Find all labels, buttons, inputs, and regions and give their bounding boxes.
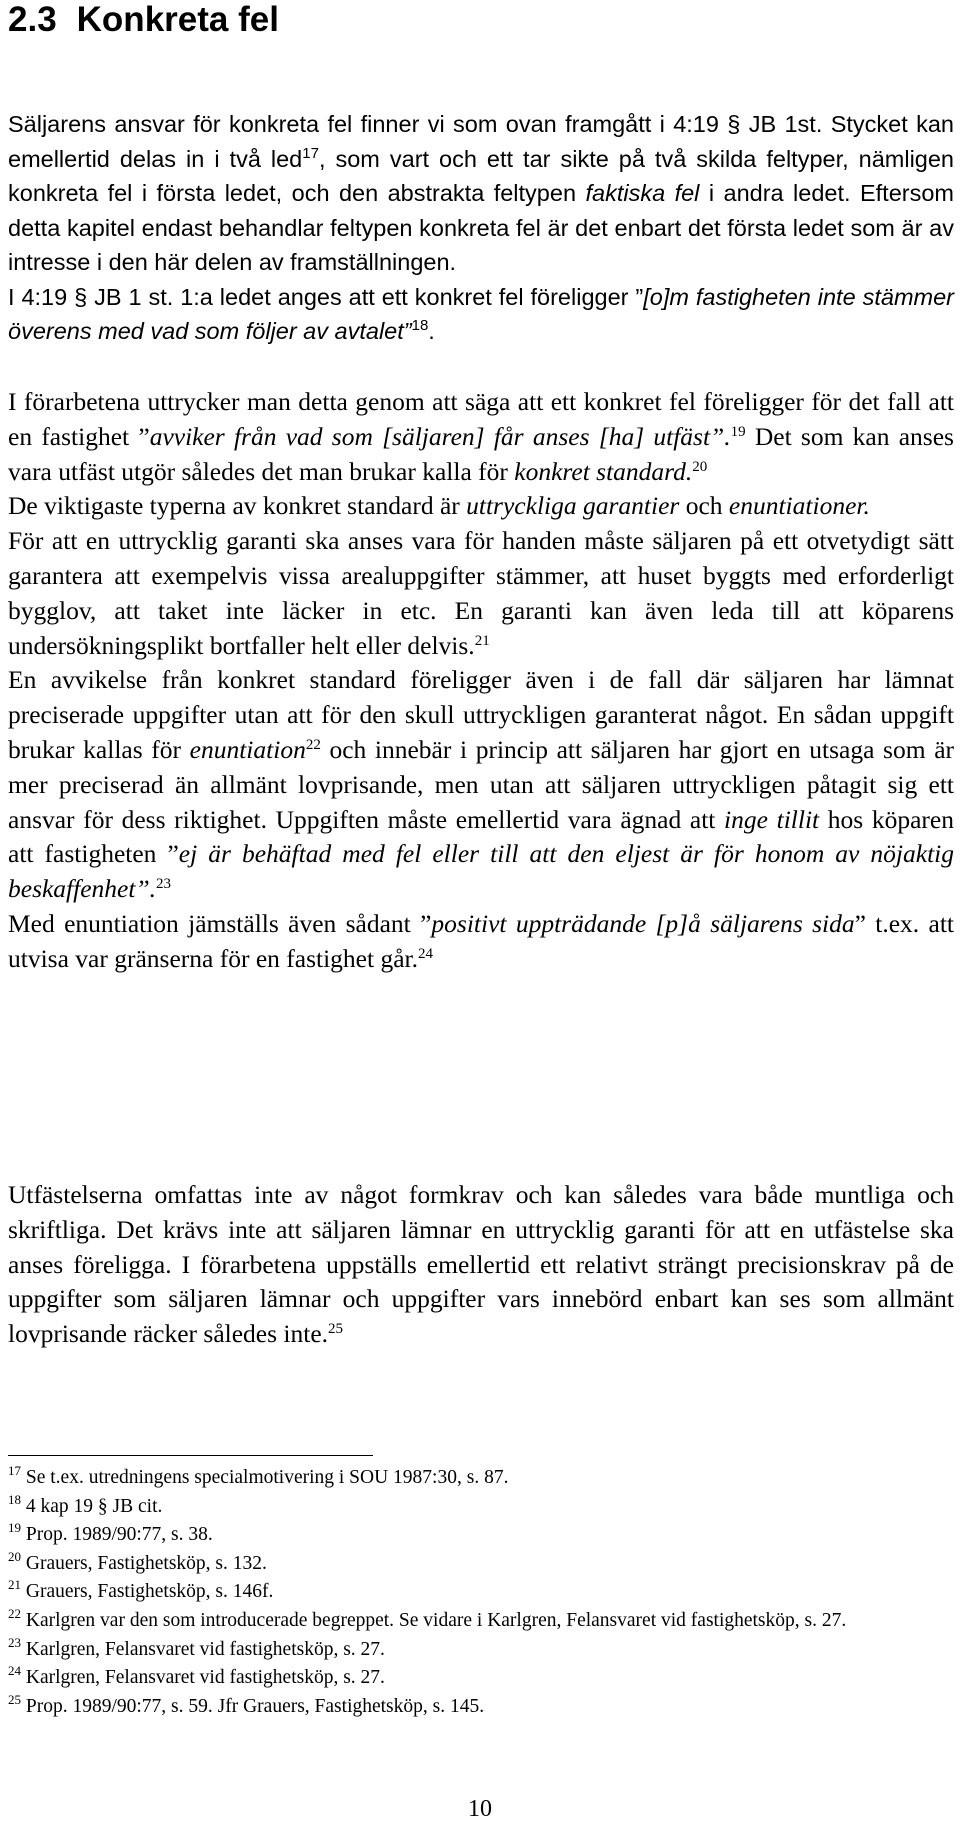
footnote-ref-21: 21: [474, 632, 490, 649]
quote: avviker från vad som [säljaren] får anses [ha] utfäst: [149, 421, 711, 451]
footnote-21: [8, 1578, 948, 1607]
footnote-24: [8, 1664, 948, 1693]
text: Utfästelserna omfattas inte av något formkrav och kan således vara både muntliga och skriftliga. Det krävs inte att säljaren lämnar en uttrycklig garanti för att en utfästelse ska anses föreligga. I förarbetena uppställs emellertid ett relativt strängt precisionskrav på de uppgifter som säljaren lämnar och uppgifter vars innebörd enbart kan ses som allmänt lovprisande räcker således inte.: [8, 1180, 954, 1349]
emphasis: inge tillit: [724, 804, 820, 834]
footnote-22: [8, 1607, 948, 1636]
footnote-19: [8, 1521, 948, 1550]
footnote-text: Prop. 1989/90:77, s. 38.: [21, 1524, 213, 1546]
emphasis: enuntiation: [189, 734, 306, 764]
paragraph-6: [8, 663, 954, 907]
text: , som vart och ett tar sikte på två skilda feltyper, nämligen konkreta fel i första ledet, och den abstrakta feltypen: [8, 145, 954, 206]
footnote-ref-23: 23: [156, 876, 172, 893]
footnote-ref-18: 18: [411, 317, 429, 334]
footnote-ref-22: 22: [305, 736, 321, 753]
closing-block: [8, 1178, 954, 1352]
paragraph-1: [8, 107, 954, 280]
footnote-text: Grauers, Fastighetsköp, s. 132.: [21, 1552, 267, 1574]
emphasis: uttryckliga garantier: [466, 491, 680, 521]
paragraph-2: [8, 280, 954, 349]
text: hos köparen att fastigheten ”: [8, 804, 954, 869]
section-title: Konkreta fel: [76, 0, 279, 39]
quote-mark: ”.: [135, 874, 157, 904]
paragraph-3: [8, 385, 954, 489]
footnote-number: 20: [8, 1548, 21, 1564]
paragraph-4: [8, 489, 954, 524]
footnote-number: 21: [8, 1577, 21, 1593]
emphasis: konkret standard.: [514, 456, 693, 486]
footnote-17: [8, 1464, 948, 1493]
text: En avvikelse från konkret standard föreligger även i de fall där säljaren har lämnat preciserade uppgifter utan att för den skull uttryckligen garanterat något. En sådan uppgift brukar kallas för: [8, 665, 954, 764]
text: De viktigaste typerna av konkret standard är: [8, 491, 467, 521]
footnote-text: Karlgren, Felansvaret vid fastighetsköp, s. 27.: [21, 1667, 385, 1689]
emphasis: enuntiationer.: [728, 491, 870, 521]
section-number: 2.3: [8, 0, 57, 39]
footnote-ref-25: 25: [328, 1321, 344, 1338]
footnote-number: 25: [8, 1691, 21, 1707]
text: I förarbetena uttrycker man detta genom att säga att ett konkret fel föreligger för det fall att en fastighet ”: [8, 387, 954, 451]
text: och innebär i princip att säljaren har gjort en utsaga som är mer preciserad än allmänt lovprisande, men utan att säljaren uttryckligen påtagit sig ett ansvar för dess riktighet. Uppgiften måste emellertid vara ägnad att: [8, 734, 955, 834]
footnote-number: 17: [8, 1463, 21, 1478]
footnote-ref-17: 17: [302, 144, 319, 162]
paragraph-5: [8, 524, 954, 663]
footnote-divider: [8, 1455, 373, 1456]
intro-block: [8, 107, 954, 349]
footnote-text: Grauers, Fastighetsköp, s. 146f.: [21, 1581, 274, 1603]
footnote-ref-19: 19: [730, 423, 746, 440]
text: i andra ledet. Eftersom detta kapitel endast behandlar feltypen konkreta fel är det enbart det första ledet som är av intresse i den här delen av framställningen.: [8, 180, 955, 275]
text: Säljarens ansvar för konkreta fel finner vi som ovan framgått i 4:19 § JB 1st. Stycket kan emellertid delas in i två led: [8, 111, 954, 172]
footnote-text: Se t.ex. utredningens specialmotivering i SOU 1987:30, s. 87.: [21, 1467, 509, 1488]
footnotes: [8, 1464, 948, 1721]
footnote-number: 18: [8, 1491, 21, 1507]
footnote-number: 23: [8, 1634, 21, 1650]
quote: ej är behäftad med fel eller till att den eljest är för honom av nöjaktig beskaffenhet: [8, 839, 954, 904]
emphasis: faktiska fel: [585, 180, 700, 206]
footnote-number: 24: [8, 1663, 21, 1679]
text: .: [428, 318, 435, 344]
footnote-text: 4 kap 19 § JB cit.: [21, 1495, 163, 1517]
footnote-text: Karlgren var den som introducerade begreppet. Se vidare i Karlgren, Felansvaret vid fastighetsköp, s. 27.: [21, 1609, 847, 1631]
footnote-text: Prop. 1989/90:77, s. 59. Jfr Grauers, Fastighetsköp, s. 145.: [21, 1695, 485, 1717]
text: I 4:19 § JB 1 st. 1:a ledet anges att ett konkret fel föreligger ”: [8, 283, 644, 310]
text: Det som kan anses vara utfäst utgör således det man brukar kalla för: [8, 421, 954, 486]
footnote-text: Karlgren, Felansvaret vid fastighetsköp, s. 27.: [21, 1638, 385, 1660]
footnote-18: [8, 1493, 948, 1522]
footnote-ref-20: 20: [692, 458, 708, 475]
footnote-number: 22: [8, 1605, 21, 1621]
text: ” t.ex. att utvisa var gränserna för en fastighet går.: [8, 908, 954, 973]
footnote-ref-24: 24: [417, 945, 433, 962]
quote: positivt uppträdande [p]å säljarens sida: [431, 908, 855, 938]
text: och: [679, 491, 729, 521]
text: Med enuntiation jämställs även sådant ”: [8, 908, 432, 938]
footnote-23: [8, 1636, 948, 1665]
footnote-number: 19: [8, 1520, 21, 1536]
footnote-20: [8, 1550, 948, 1579]
quote-mark: ”: [403, 318, 412, 344]
quote-mark: ”.: [710, 421, 731, 451]
footnote-25: [8, 1693, 948, 1722]
paragraph-8: [8, 1178, 954, 1352]
page-number: 10: [468, 1796, 492, 1822]
quote: [o]m fastigheten inte stämmer överens med vad som följer av avtalet: [8, 283, 954, 344]
paragraph-7: [8, 907, 954, 977]
main-block: [8, 385, 954, 977]
section-heading: [8, 0, 279, 40]
text: För att en uttrycklig garanti ska anses vara för handen måste säljaren på ett otvetydigt sätt garantera att exempelvis vissa arealuppgifter stämmer, att huset byggts med erforderligt bygglov, att taket inte läcker in etc. En garanti kan även leda till att köparens undersökningsplikt bortfaller helt eller delvis.: [8, 526, 954, 660]
